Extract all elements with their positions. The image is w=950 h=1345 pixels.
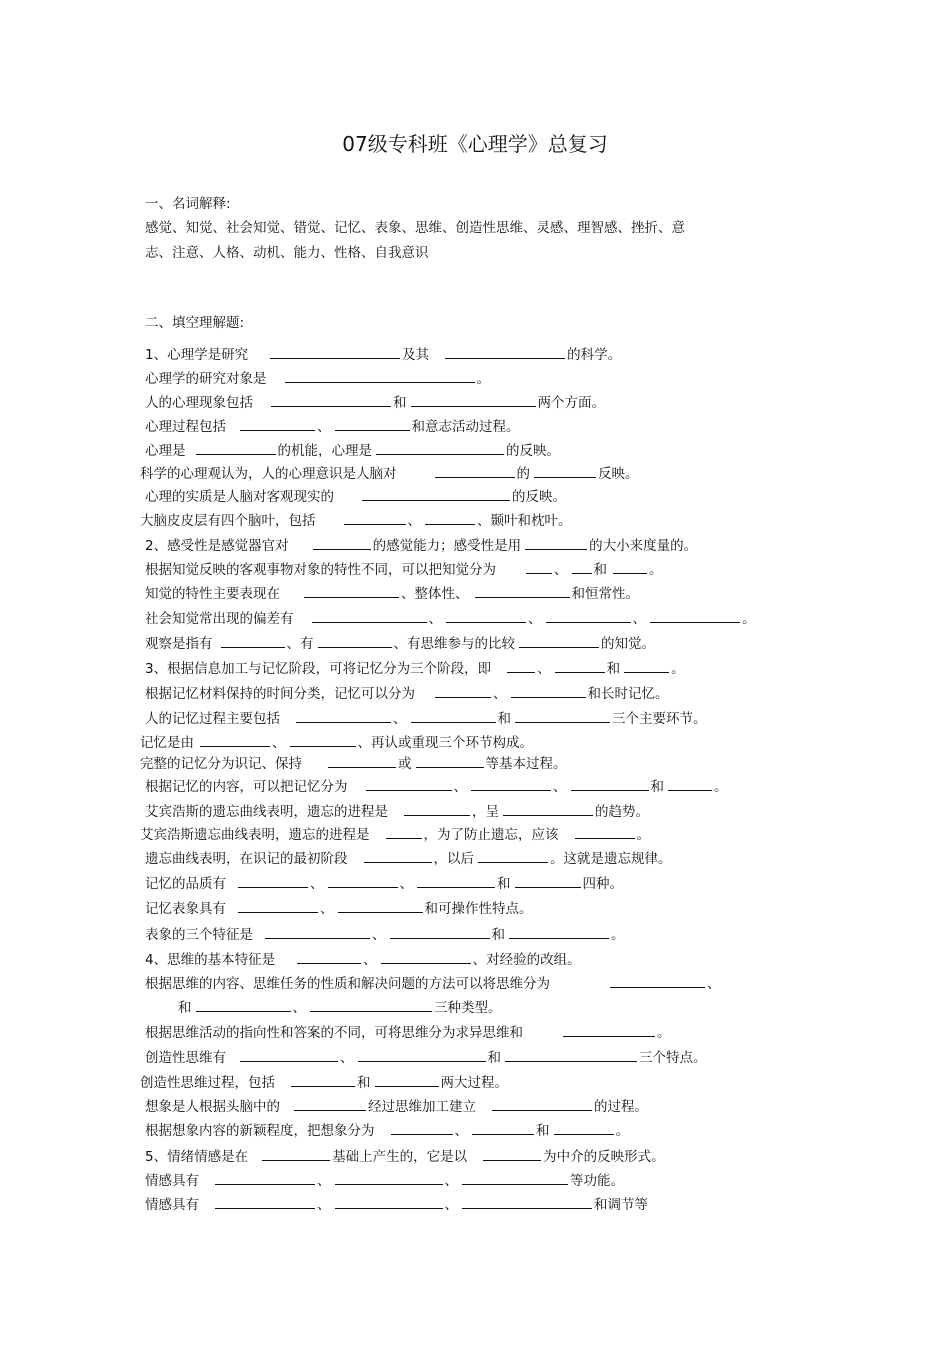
line-text: 和 bbox=[357, 1075, 371, 1091]
line-text: 、 bbox=[393, 711, 407, 727]
line-text: 情感具有 bbox=[145, 1173, 199, 1189]
fill-in-line bbox=[145, 685, 669, 703]
fill-in-line bbox=[145, 488, 566, 506]
fill-in-line bbox=[145, 635, 655, 653]
line-text: 、有 bbox=[286, 636, 314, 652]
answer-blank[interactable] bbox=[238, 900, 318, 913]
line-text: 、再认或重现三个环节构成。 bbox=[357, 735, 533, 751]
line-text: 知觉的特性主要表现在 bbox=[145, 586, 280, 602]
line-text: 表象的三个特征是 bbox=[145, 927, 253, 943]
line-text: 等基本过程。 bbox=[485, 756, 567, 772]
answer-blank[interactable] bbox=[294, 1098, 366, 1111]
line-text: 、 bbox=[407, 513, 421, 529]
answer-blank[interactable] bbox=[475, 585, 570, 598]
answer-blank[interactable] bbox=[546, 610, 631, 623]
line-text: 、 bbox=[317, 1173, 331, 1189]
line-text: 和 bbox=[393, 395, 407, 411]
answer-blank[interactable] bbox=[265, 926, 370, 939]
line-text: 的机能，心理是 bbox=[277, 443, 372, 459]
answer-blank[interactable] bbox=[285, 370, 475, 383]
line-text: 为中介的反映形式。 bbox=[543, 1149, 665, 1165]
page-title: 07级专科班《心理学》总复习 bbox=[342, 132, 608, 156]
line-text: 、对经验的改组。 bbox=[472, 952, 581, 968]
line-text: 三个特点。 bbox=[639, 1050, 707, 1066]
line-text: 根据思维的内容、思维任务的性质和解决问题的方法可以将思维分为 bbox=[145, 976, 550, 992]
line-text: 、 bbox=[317, 419, 331, 435]
line-text: 和 bbox=[491, 927, 505, 943]
line-text: 、 bbox=[553, 779, 567, 795]
line-text: 三种类型。 bbox=[434, 1000, 502, 1016]
line-text: 3、根据信息加工与记忆阶段，可将记忆分为三个阶段，即 bbox=[145, 661, 492, 677]
line-text: 、 bbox=[707, 976, 721, 992]
answer-blank[interactable] bbox=[291, 1074, 355, 1087]
line-text: 。 bbox=[649, 562, 663, 578]
line-text: 、 bbox=[537, 661, 551, 677]
line-text: 、 bbox=[320, 901, 334, 917]
line-text: 根据记忆的内容，可以把记忆分为 bbox=[145, 779, 348, 795]
line-text: 、 bbox=[454, 1123, 468, 1139]
answer-blank[interactable] bbox=[335, 418, 410, 431]
line-text: 和 bbox=[178, 1000, 192, 1016]
line-text: 、 bbox=[453, 779, 467, 795]
line-text: 。 bbox=[657, 1025, 671, 1041]
line-text: 根据想象内容的新颖程度，把想象分为 bbox=[145, 1123, 375, 1139]
answer-blank[interactable] bbox=[375, 1074, 439, 1087]
answer-blank[interactable] bbox=[366, 778, 452, 791]
answer-blank[interactable] bbox=[238, 875, 308, 888]
line-text: 、 bbox=[528, 611, 542, 627]
answer-blank[interactable] bbox=[196, 442, 276, 455]
answer-blank[interactable] bbox=[503, 803, 593, 816]
line-text: 观察是指有 bbox=[145, 636, 213, 652]
answer-blank[interactable] bbox=[650, 610, 740, 623]
line-text: 1、心理学是研究 bbox=[145, 347, 249, 363]
answer-blank[interactable] bbox=[445, 346, 565, 359]
line-text: 人的记忆过程主要包括 bbox=[145, 711, 280, 727]
answer-blank[interactable] bbox=[417, 875, 495, 888]
answer-blank[interactable] bbox=[364, 850, 432, 863]
answer-blank[interactable] bbox=[318, 635, 392, 648]
answer-blank[interactable] bbox=[338, 900, 423, 913]
line-text: 和 bbox=[497, 711, 511, 727]
answer-blank[interactable] bbox=[335, 1172, 443, 1185]
line-text: 人的心理现象包括 bbox=[145, 395, 253, 411]
terms-line-1: 感觉、知觉、社会知觉、错觉、记忆、表象、思维、创造性思维、灵感、理智感、挫折、意 bbox=[145, 220, 685, 236]
fill-in-line bbox=[145, 610, 756, 628]
line-text: 的过程。 bbox=[594, 1099, 648, 1115]
line-text: ，以后 bbox=[433, 851, 474, 867]
line-text: 的科学。 bbox=[567, 347, 622, 363]
line-text: 和 bbox=[650, 779, 664, 795]
line-text: 两个方面。 bbox=[537, 395, 605, 411]
line-text: 。 bbox=[714, 779, 728, 795]
fill-in-line bbox=[145, 1098, 648, 1116]
answer-blank[interactable] bbox=[435, 685, 491, 698]
answer-blank[interactable] bbox=[200, 734, 270, 747]
answer-blank[interactable] bbox=[335, 1196, 443, 1209]
line-text: 根据知觉反映的客观事物对象的特性不同，可以把知觉分为 bbox=[145, 562, 496, 578]
answer-blank[interactable] bbox=[297, 951, 361, 964]
line-text: 的反映。 bbox=[512, 489, 566, 505]
line-text: 。 bbox=[636, 827, 650, 843]
answer-blank[interactable] bbox=[376, 442, 504, 455]
line-text: 社会知觉常出现的偏差有 bbox=[145, 611, 294, 627]
answer-blank[interactable] bbox=[511, 685, 586, 698]
answer-blank[interactable] bbox=[446, 610, 526, 623]
fill-in-line bbox=[145, 561, 663, 579]
line-text: 和 bbox=[497, 876, 511, 892]
line-text: 、有思维参与的比较 bbox=[393, 636, 515, 652]
line-text: 、 bbox=[399, 876, 413, 892]
fill-in-line bbox=[145, 1122, 629, 1140]
answer-blank[interactable] bbox=[515, 710, 610, 723]
fill-in-line bbox=[145, 537, 697, 555]
line-text: 的 bbox=[516, 466, 530, 482]
answer-blank[interactable] bbox=[534, 465, 596, 478]
answer-blank[interactable] bbox=[554, 1122, 614, 1135]
answer-blank[interactable] bbox=[240, 418, 315, 431]
fill-in-line bbox=[145, 1024, 671, 1042]
fill-in-line bbox=[140, 1074, 508, 1092]
answer-blank[interactable] bbox=[328, 755, 396, 768]
line-text: 根据记忆材料保持的时间分类，记忆可以分为 bbox=[145, 686, 415, 702]
answer-blank[interactable] bbox=[668, 778, 712, 791]
line-text: 、 bbox=[428, 611, 442, 627]
line-text: 心理的实质是人脑对客观现实的 bbox=[145, 489, 334, 505]
fill-in-line bbox=[145, 418, 520, 436]
answer-blank[interactable] bbox=[492, 1098, 592, 1111]
fill-in-line bbox=[178, 999, 502, 1017]
fill-in-line bbox=[140, 512, 572, 530]
line-text: 心理学的研究对象是 bbox=[145, 371, 267, 387]
fill-in-line bbox=[145, 1148, 665, 1166]
answer-blank[interactable] bbox=[416, 755, 484, 768]
answer-blank[interactable] bbox=[312, 610, 427, 623]
line-text: 、 bbox=[493, 686, 507, 702]
answer-blank[interactable] bbox=[391, 1122, 453, 1135]
fill-in-line bbox=[145, 442, 560, 460]
answer-blank[interactable] bbox=[296, 710, 391, 723]
line-text: 、颞叶和枕叶。 bbox=[477, 513, 572, 529]
line-text: 等功能。 bbox=[570, 1173, 624, 1189]
answer-blank[interactable] bbox=[304, 585, 399, 598]
line-text: 的反映。 bbox=[506, 443, 560, 459]
line-text: 。 bbox=[615, 1123, 629, 1139]
line-text: 的感觉能力；感受性是用 bbox=[372, 538, 522, 554]
answer-blank[interactable] bbox=[505, 1049, 637, 1062]
answer-blank[interactable] bbox=[313, 537, 371, 550]
answer-blank[interactable] bbox=[624, 660, 669, 673]
line-text: 科学的心理观认为，人的心理意识是人脑对 bbox=[140, 466, 397, 482]
line-text: 。 bbox=[742, 611, 756, 627]
answer-blank[interactable] bbox=[519, 635, 599, 648]
fill-in-line bbox=[145, 803, 649, 821]
line-text: 创造性思维过程，包括 bbox=[140, 1075, 275, 1091]
line-text: 经过思维加工建立 bbox=[368, 1099, 476, 1115]
line-text: 、 bbox=[340, 1050, 354, 1066]
answer-blank[interactable] bbox=[563, 1024, 655, 1037]
answer-blank[interactable] bbox=[390, 926, 490, 939]
line-text: 艾宾浩斯遗忘曲线表明，遗忘的进程是 bbox=[140, 827, 370, 843]
line-text: 记忆表象具有 bbox=[145, 901, 226, 917]
line-text: 完整的记忆分为识记、保持 bbox=[140, 756, 302, 772]
answer-blank[interactable] bbox=[196, 999, 291, 1012]
line-text: 、 bbox=[444, 1197, 458, 1213]
line-text: 的大小来度量的。 bbox=[589, 538, 698, 554]
answer-blank[interactable] bbox=[425, 512, 475, 525]
answer-blank[interactable] bbox=[404, 803, 470, 816]
answer-blank[interactable] bbox=[555, 660, 605, 673]
fill-in-line bbox=[145, 975, 721, 993]
line-text: 和恒常性。 bbox=[571, 586, 639, 602]
answer-blank[interactable] bbox=[411, 394, 536, 407]
fill-in-line bbox=[145, 850, 672, 868]
answer-blank[interactable] bbox=[483, 1148, 541, 1161]
line-text: 2、感受性是感觉器官对 bbox=[145, 538, 289, 554]
line-text: 、 bbox=[444, 1173, 458, 1189]
fill-in-line bbox=[145, 394, 605, 412]
line-text: 4、思维的基本特征是 bbox=[145, 952, 276, 968]
answer-blank[interactable] bbox=[386, 826, 422, 839]
answer-blank[interactable] bbox=[290, 734, 356, 747]
line-text: 或 bbox=[398, 756, 412, 772]
line-text: 艾宾浩斯的遗忘曲线表明，遗忘的进程是 bbox=[145, 804, 388, 820]
fill-in-line bbox=[145, 346, 621, 364]
fill-in-line bbox=[145, 1196, 648, 1214]
fill-in-line bbox=[140, 755, 567, 773]
line-text: 、 bbox=[317, 1197, 331, 1213]
line-text: 遗忘曲线表明，在识记的最初阶段 bbox=[145, 851, 348, 867]
terms-line-2: 志、注意、人格、动机、能力、性格、自我意识 bbox=[145, 245, 429, 261]
line-text: 想象是人根据头脑中的 bbox=[145, 1099, 280, 1115]
fill-in-line bbox=[145, 900, 533, 918]
fill-in-line bbox=[145, 660, 685, 678]
fill-in-line bbox=[145, 926, 625, 944]
answer-blank[interactable] bbox=[472, 1122, 534, 1135]
line-text: ，为了防止遗忘，应该 bbox=[423, 827, 559, 843]
line-text: 三个主要环节。 bbox=[612, 711, 707, 727]
fill-in-line bbox=[145, 1172, 624, 1190]
line-text: 、 bbox=[372, 927, 386, 943]
answer-blank[interactable] bbox=[310, 999, 432, 1012]
answer-blank[interactable] bbox=[271, 394, 391, 407]
answer-blank[interactable] bbox=[509, 926, 609, 939]
answer-blank[interactable] bbox=[462, 1172, 568, 1185]
line-text: 和调节等 bbox=[594, 1197, 648, 1213]
answer-blank[interactable] bbox=[610, 975, 705, 988]
line-text: 。 bbox=[611, 927, 625, 943]
answer-blank[interactable] bbox=[613, 561, 647, 574]
fill-in-line bbox=[140, 465, 639, 483]
fill-in-line bbox=[140, 826, 650, 844]
line-text: 和 bbox=[606, 661, 621, 677]
line-text: 基础上产生的，它是以 bbox=[332, 1149, 468, 1165]
answer-blank[interactable] bbox=[525, 537, 587, 550]
answer-blank[interactable] bbox=[381, 951, 471, 964]
line-text: 大脑皮皮层有四个脑叶，包括 bbox=[140, 513, 316, 529]
answer-blank[interactable] bbox=[358, 1049, 486, 1062]
line-text: 的知觉。 bbox=[601, 636, 655, 652]
answer-blank[interactable] bbox=[478, 850, 548, 863]
fill-in-line bbox=[145, 370, 490, 388]
answer-blank[interactable] bbox=[221, 635, 285, 648]
line-text: 心理过程包括 bbox=[145, 419, 226, 435]
line-text: 、 bbox=[632, 611, 646, 627]
fill-in-line bbox=[145, 1049, 707, 1067]
line-text: 记忆的品质有 bbox=[145, 876, 226, 892]
fill-in-line bbox=[145, 951, 581, 969]
line-text: 和意志活动过程。 bbox=[411, 419, 520, 435]
fill-in-line bbox=[145, 585, 639, 603]
line-text: 根据思维活动的指向性和答案的不同，可将思维分为求异思维和 bbox=[145, 1025, 523, 1041]
answer-blank[interactable] bbox=[215, 1196, 315, 1209]
answer-blank[interactable] bbox=[262, 1148, 330, 1161]
section2-heading: 二、填空理解题: bbox=[145, 315, 245, 331]
fill-in-line bbox=[140, 734, 533, 752]
line-text: 两大过程。 bbox=[440, 1075, 508, 1091]
line-text: 、 bbox=[272, 735, 286, 751]
answer-blank[interactable] bbox=[507, 660, 535, 673]
line-text: 和 bbox=[487, 1050, 501, 1066]
answer-blank[interactable] bbox=[362, 488, 510, 501]
answer-blank[interactable] bbox=[526, 561, 552, 574]
line-text: 、 bbox=[363, 952, 377, 968]
answer-blank[interactable] bbox=[270, 346, 400, 359]
answer-blank[interactable] bbox=[471, 778, 551, 791]
line-text: 的趋势。 bbox=[595, 804, 649, 820]
line-text: 。 bbox=[476, 371, 490, 387]
line-text: 心理是 bbox=[145, 443, 186, 459]
line-text: 四种。 bbox=[582, 876, 623, 892]
line-text: 。 bbox=[671, 661, 685, 677]
line-text: ，呈 bbox=[472, 804, 499, 820]
line-text: 、 bbox=[292, 1000, 306, 1016]
answer-blank[interactable] bbox=[215, 1172, 315, 1185]
line-text: 5、情绪情感是在 bbox=[145, 1149, 249, 1165]
section1-heading: 一、名词解释: bbox=[145, 196, 231, 212]
line-text: 记忆是由 bbox=[140, 735, 194, 751]
line-text: 情感具有 bbox=[145, 1197, 199, 1213]
line-text: 和 bbox=[536, 1123, 550, 1139]
line-text: 反映。 bbox=[598, 466, 639, 482]
fill-in-line bbox=[145, 778, 728, 796]
line-text: 、整体性、 bbox=[401, 586, 469, 602]
fill-in-line bbox=[145, 875, 623, 893]
answer-blank[interactable] bbox=[515, 875, 581, 888]
answer-blank[interactable] bbox=[572, 561, 592, 574]
line-text: 和长时记忆。 bbox=[587, 686, 669, 702]
answer-blank[interactable] bbox=[462, 1196, 592, 1209]
answer-blank[interactable] bbox=[575, 826, 635, 839]
line-text: 和可操作性特点。 bbox=[424, 901, 533, 917]
answer-blank[interactable] bbox=[344, 512, 406, 525]
line-text: 及其 bbox=[402, 347, 430, 363]
fill-in-line bbox=[145, 710, 707, 728]
answer-blank[interactable] bbox=[435, 465, 515, 478]
answer-blank[interactable] bbox=[411, 710, 496, 723]
answer-blank[interactable] bbox=[328, 875, 398, 888]
line-text: 、 bbox=[554, 562, 568, 578]
answer-blank[interactable] bbox=[571, 778, 649, 791]
answer-blank[interactable] bbox=[240, 1049, 338, 1062]
line-text: 、 bbox=[310, 876, 324, 892]
line-text: 创造性思维有 bbox=[145, 1050, 226, 1066]
line-text: 。这就是遗忘规律。 bbox=[550, 851, 672, 867]
line-text: 和 bbox=[593, 562, 607, 578]
